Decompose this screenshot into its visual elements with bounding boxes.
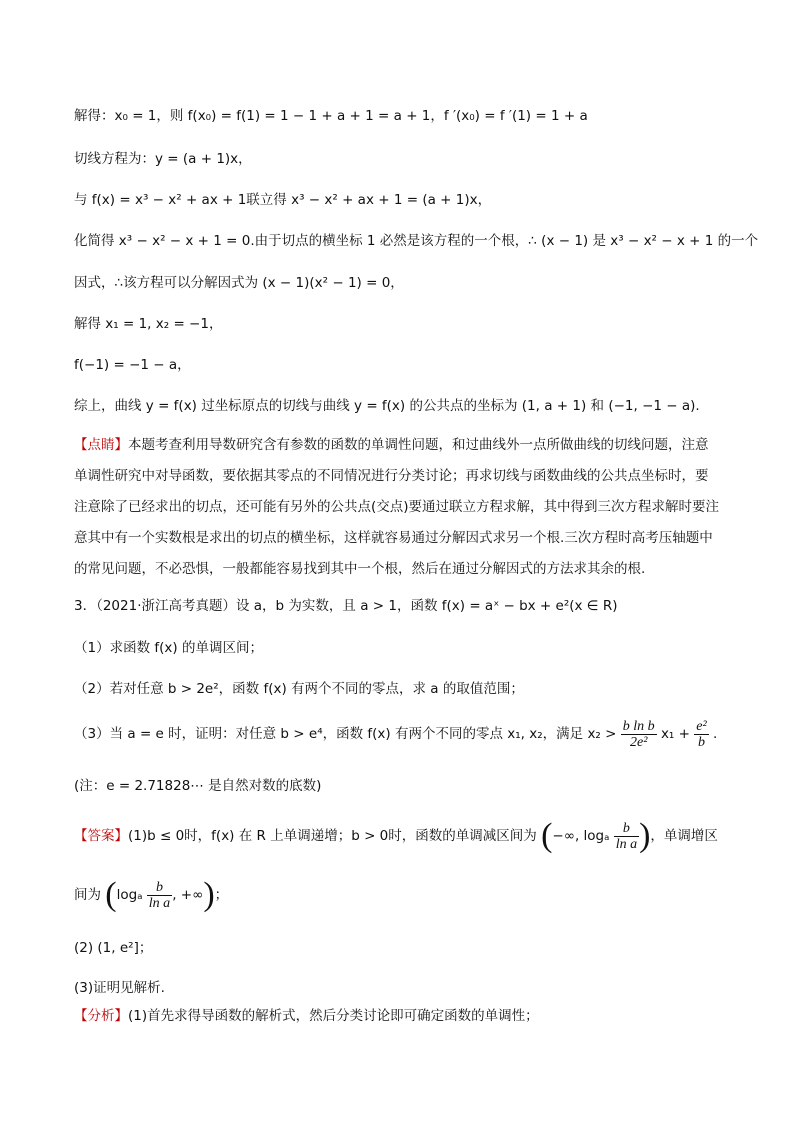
- q3-fraction-2: [694, 719, 708, 750]
- q3-text: （3）当 a = e 时，证明：对任意 b > e⁴，函数 f(x) 有两个不同的零点 x₁, x₂，满足 x₂ >: [74, 726, 617, 742]
- interval-1-left: −∞, logₐ: [552, 828, 610, 844]
- problem-stem: 3．（2021·浙江高考真题）设 a，b 为实数，且 a > 1，函数 f(x) = aˣ − bx + e²(x ∈ R): [74, 598, 618, 614]
- answer-1-text: (1)b ≤ 0时，f(x) 在 R 上单调递增；b > 0时，函数的单调减区间为: [128, 828, 537, 844]
- answer-label: 【答案】: [74, 828, 128, 844]
- left-paren-icon: (: [541, 817, 553, 854]
- interval-2-left: logₐ: [116, 887, 143, 903]
- dianjing-text: 本题考查利用导数研究含有参数的函数的单调性问题，和过曲线外一点所做曲线的切线问题，注意单调性研究中对导函数，要依据其零点的不同情况进行分类讨论；再求切线与函数曲线的公共点坐标时，要注意除了已经求出的切点，还可能有另外的公共点(交点)要通过联立方程求解，其中得到三次方程求解时要注意其中有一个实数根是求出的切点的横坐标，这样就容易通过分解因式求另一个根.三次方程时高考压轴题中的常见问题，不必恐惧，一般都能容易找到其中一个根，然后在通过分解因式的方法求其余的根.: [74, 437, 720, 577]
- solution-line-8: 综上，曲线 y = f(x) 过坐标原点的切线与曲线 y = f(x) 的公共点的坐标为 (1, a + 1) 和 (−1, −1 − a).: [74, 398, 700, 414]
- answer-line-1: [74, 818, 734, 854]
- solution-line-5: 因式，∴该方程可以分解因式为 (x − 1)(x² − 1) = 0，: [74, 275, 404, 291]
- answer-line-2: [74, 877, 734, 913]
- solution-line-2: 切线方程为：y = (a + 1)x，: [74, 151, 252, 167]
- analysis-line: [74, 1006, 734, 1026]
- solution-line-6: 解得 x₁ = 1, x₂ = −1，: [74, 316, 223, 332]
- interval-1-frac-num: b: [614, 821, 639, 837]
- dianjing-label: 【点睛】: [74, 437, 128, 453]
- problem-note: (注：e = 2.71828⋯ 是自然对数的底数): [74, 778, 322, 794]
- q3-frac2-den: b: [697, 734, 705, 750]
- q3-frac1-den: 2e²: [629, 734, 648, 750]
- q3-end: .: [712, 726, 718, 742]
- answer-line2-end: ；: [214, 887, 229, 903]
- analysis-text: (1)首先求得导函数的解析式，然后分类讨论即可确定函数的单调性；: [128, 1008, 539, 1024]
- interval-2-fraction: [147, 880, 172, 911]
- right-paren-icon: ): [203, 876, 215, 913]
- solution-line-7: f(−1) = −1 − a，: [74, 357, 191, 373]
- solution-line-1: 解得：x₀ = 1，则 f(x₀) = f(1) = 1 − 1 + a + 1 = a + 1，f ′(x₀) = f ′(1) = 1 + a: [74, 108, 588, 124]
- answer-1-post: ，单调增区: [650, 828, 718, 844]
- interval-2-frac-num: b: [147, 880, 172, 896]
- interval-2-frac-den: ln a: [148, 895, 171, 911]
- right-paren-icon: ): [639, 817, 651, 854]
- problem-q2: （2）若对任意 b > 2e²，函数 f(x) 有两个不同的零点，求 a 的取值范围；: [74, 681, 524, 697]
- interval-2-right: , +∞: [172, 887, 204, 903]
- q3-fraction-1: [621, 719, 657, 750]
- answer-3: (3)证明见解析.: [74, 980, 165, 996]
- answer-2: (2) (1, e²]；: [74, 940, 153, 956]
- interval-1-frac-den: ln a: [615, 836, 638, 852]
- answer-line2-pre: 间为: [74, 887, 101, 903]
- q3-mid: x₁ +: [660, 726, 690, 742]
- dianjing-block: [74, 430, 720, 585]
- problem-q3: [74, 716, 734, 752]
- solution-line-3: 与 f(x) = x³ − x² + ax + 1联立得 x³ − x² + ax + 1 = (a + 1)x，: [74, 192, 492, 208]
- problem-q1: （1）求函数 f(x) 的单调区间；: [74, 640, 263, 656]
- left-paren-icon: (: [105, 876, 117, 913]
- q3-frac2-num: e²: [696, 718, 707, 734]
- solution-line-4: 化简得 x³ − x² − x + 1 = 0.由于切点的横坐标 1 必然是该方程的一个根，∴ (x − 1) 是 x³ − x² − x + 1 的一个: [74, 233, 759, 249]
- q3-frac1-num: b ln b: [622, 718, 655, 734]
- interval-1-fraction: [614, 821, 639, 852]
- analysis-label: 【分析】: [74, 1008, 128, 1024]
